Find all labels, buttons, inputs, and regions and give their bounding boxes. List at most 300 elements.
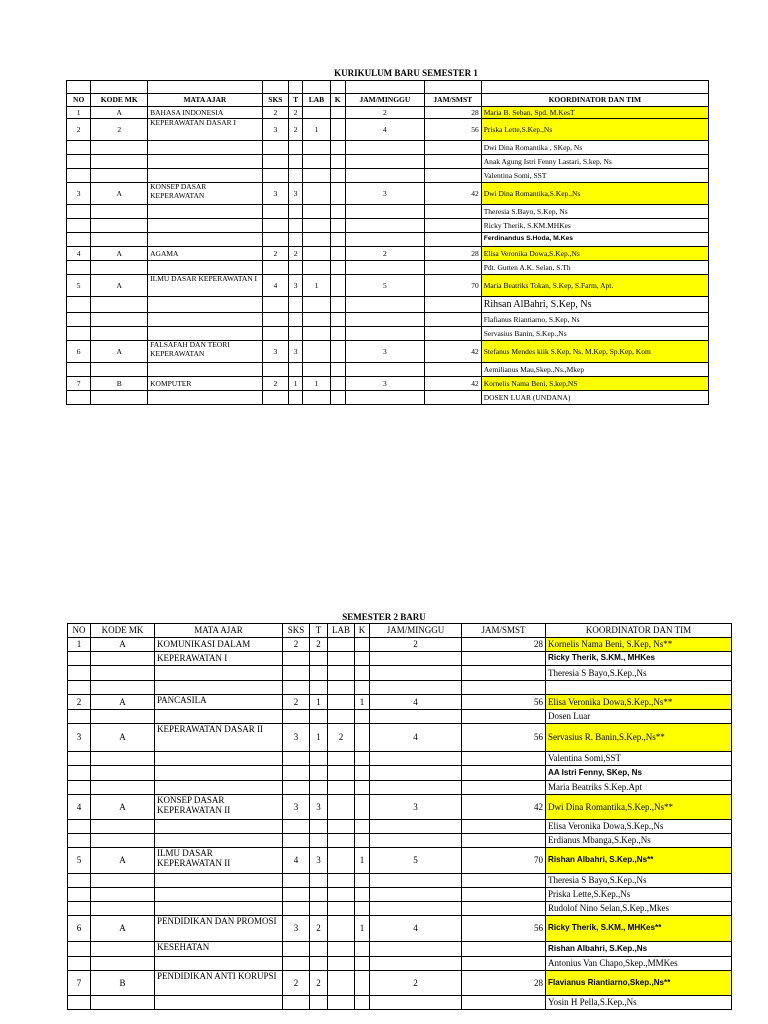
cell-mata [155, 710, 283, 724]
cell-sks [283, 666, 310, 681]
cell-js [462, 874, 546, 888]
cell-koor: Valentina Somi,SST [546, 752, 732, 766]
cell-sks [283, 957, 310, 971]
cell-kode [91, 261, 148, 275]
cell-kode [91, 155, 148, 169]
column-header: NO [67, 94, 91, 107]
cell-no [67, 219, 91, 233]
header-row [68, 624, 732, 638]
cell-mata [148, 363, 263, 377]
cell-koor: Priska Lette,S.Kep.,Ns [546, 888, 732, 902]
cell-k [330, 313, 345, 327]
cell-koor: Ricky Therik, S.KM., MHKes [546, 652, 732, 666]
table-row [67, 377, 709, 391]
cell-jm [370, 996, 462, 1010]
cell-no [68, 942, 91, 957]
cell-sks: 3 [283, 724, 310, 752]
column-header: KOORDINATOR DAN TIM [546, 624, 732, 638]
cell-t [310, 834, 328, 848]
column-header: KOORDINATOR DAN TIM [481, 94, 708, 107]
cell-t: 1 [310, 724, 328, 752]
cell-jm [370, 888, 462, 902]
cell-koor: Dwi Dina Romantika,S.Kep.,Ns [481, 183, 708, 205]
column-header: JAM/MINGGU [370, 624, 462, 638]
cell-sks: 4 [283, 848, 310, 874]
cell-sks: 3 [262, 119, 288, 141]
cell-kode: B [91, 377, 148, 391]
cell-kode [91, 327, 148, 341]
cell-mata [155, 820, 283, 834]
column-header: KODE MK [91, 624, 155, 638]
cell-t [310, 874, 328, 888]
cell-jm [345, 313, 424, 327]
cell-kode [91, 942, 155, 957]
cell-no: 4 [67, 247, 91, 261]
cell-k [355, 781, 370, 795]
cell-sks: 3 [283, 916, 310, 942]
cell-sks [262, 391, 288, 405]
cell-no [67, 327, 91, 341]
cell-jm [345, 169, 424, 183]
empty-cell [91, 81, 148, 94]
cell-koor: Servasius Banin, S.Kep.,Ns [481, 327, 708, 341]
cell-koor: Aemilianus Mau,Skep.,Ns.,Mkep [481, 363, 708, 377]
cell-jm [345, 233, 424, 247]
cell-lab [303, 247, 330, 261]
cell-k [355, 795, 370, 820]
table-row [67, 327, 709, 341]
cell-t [310, 888, 328, 902]
cell-js: 42 [424, 341, 481, 363]
cell-mata [148, 155, 263, 169]
column-header: LAB [328, 624, 355, 638]
cell-no: 1 [68, 638, 91, 652]
cell-jm [370, 681, 462, 695]
cell-k [355, 971, 370, 996]
cell-jm [345, 155, 424, 169]
cell-t [310, 957, 328, 971]
cell-sks: 2 [283, 695, 310, 710]
cell-sks: 2 [262, 107, 288, 119]
cell-k [355, 957, 370, 971]
cell-k [330, 247, 345, 261]
column-header: JAM/SMST [424, 94, 481, 107]
cell-t [310, 902, 328, 916]
cell-koor: Kornelis Nama Beni, S.Kep, Ns** [546, 638, 732, 652]
empty-cell [481, 81, 708, 94]
cell-koor: Theresia S.Bayo, S.Kep, Ns [481, 205, 708, 219]
cell-no: 5 [67, 275, 91, 297]
cell-kode [91, 888, 155, 902]
cell-lab [328, 766, 355, 781]
cell-kode [91, 169, 148, 183]
cell-kode: A [91, 638, 155, 652]
cell-kode: A [91, 848, 155, 874]
cell-koor: Antonius Van Chapo,Skep.,MMKes [546, 957, 732, 971]
cell-koor: Priska Lette,S.Kep.,Ns [481, 119, 708, 141]
cell-t [310, 820, 328, 834]
column-header: K [355, 624, 370, 638]
cell-lab: 1 [303, 119, 330, 141]
semester1-title: KURIKULUM BARU SEMESTER 1 [334, 68, 478, 78]
cell-sks: 3 [262, 183, 288, 205]
cell-jm [370, 820, 462, 834]
cell-no: 3 [68, 724, 91, 752]
cell-lab [303, 155, 330, 169]
cell-sks [283, 888, 310, 902]
cell-js [462, 666, 546, 681]
cell-koor: Ricky Therik, S.KM., MHKes** [546, 916, 732, 942]
table-row [68, 681, 732, 695]
cell-koor: Rihsan AlBahri, S.Kep, Ns [481, 297, 708, 313]
cell-mata [148, 297, 263, 313]
cell-js [424, 141, 481, 155]
cell-mata: ILMU DASAR KEPERAWATAN I [148, 275, 263, 297]
cell-mata [155, 666, 283, 681]
cell-sks [283, 652, 310, 666]
cell-mata [155, 752, 283, 766]
cell-koor: Dwi Dina Romantika,S.Kep.,Ns** [546, 795, 732, 820]
cell-mata [148, 205, 263, 219]
cell-k [330, 155, 345, 169]
cell-mata: KEPERAWATAN DASAR II [155, 724, 283, 752]
cell-kode [91, 766, 155, 781]
cell-jm [370, 834, 462, 848]
cell-jm [370, 942, 462, 957]
empty-cell [303, 81, 330, 94]
cell-js: 56 [462, 724, 546, 752]
cell-jm [370, 874, 462, 888]
cell-t [310, 681, 328, 695]
cell-no: 6 [67, 341, 91, 363]
cell-k [330, 327, 345, 341]
cell-lab [303, 341, 330, 363]
table-row [67, 119, 709, 141]
cell-kode [91, 205, 148, 219]
cell-mata: KEPERAWATAN I [155, 652, 283, 666]
table-row [68, 874, 732, 888]
cell-mata [148, 219, 263, 233]
cell-lab [303, 391, 330, 405]
cell-k [355, 888, 370, 902]
table-row [68, 996, 732, 1010]
cell-jm: 2 [345, 247, 424, 261]
cell-kode: A [91, 247, 148, 261]
column-header: JAM/SMST [462, 624, 546, 638]
cell-sks [262, 363, 288, 377]
cell-kode: A [91, 724, 155, 752]
cell-k [355, 874, 370, 888]
cell-koor: Rishan Albahri, S.Kep.,Ns** [546, 848, 732, 874]
cell-k [330, 141, 345, 155]
cell-t: 3 [310, 848, 328, 874]
cell-lab: 2 [328, 724, 355, 752]
cell-js [462, 681, 546, 695]
cell-lab [328, 971, 355, 996]
cell-lab [328, 834, 355, 848]
cell-jm [345, 391, 424, 405]
cell-sks [262, 297, 288, 313]
cell-mata [148, 391, 263, 405]
cell-k [355, 681, 370, 695]
cell-mata [148, 169, 263, 183]
table-row [67, 219, 709, 233]
cell-kode: A [91, 341, 148, 363]
cell-mata [155, 781, 283, 795]
cell-koor: Ricky Therik, S.KM.MHKes [481, 219, 708, 233]
cell-lab [328, 638, 355, 652]
table-row [68, 916, 732, 942]
cell-koor: Rudolof Nino Selan,S.Kep.,Mkes [546, 902, 732, 916]
semester1-table [66, 80, 709, 405]
cell-mata: FALSAFAH DAN TEORI KEPERAWATAN [148, 341, 263, 363]
cell-k [355, 820, 370, 834]
table-row [68, 957, 732, 971]
cell-lab [303, 205, 330, 219]
table-row [67, 391, 709, 405]
cell-jm: 3 [345, 183, 424, 205]
cell-mata [155, 888, 283, 902]
cell-sks [262, 141, 288, 155]
cell-no: 3 [67, 183, 91, 205]
cell-sks: 3 [262, 341, 288, 363]
cell-no [68, 957, 91, 971]
cell-jm [370, 902, 462, 916]
cell-k [330, 275, 345, 297]
cell-t [310, 996, 328, 1010]
cell-t: 2 [289, 119, 303, 141]
cell-no [67, 155, 91, 169]
cell-koor: Anak Agung Istri Fenny Lastari, S.kep, Ns [481, 155, 708, 169]
cell-mata: KOMUNIKASI DALAM [155, 638, 283, 652]
cell-mata: PENDIDIKAN ANTI KORUPSI [155, 971, 283, 996]
cell-kode [91, 233, 148, 247]
cell-koor [546, 681, 732, 695]
cell-no [68, 834, 91, 848]
cell-koor: Yosin H Pella,S.Kep.,Ns [546, 996, 732, 1010]
cell-jm: 2 [370, 638, 462, 652]
cell-kode [91, 391, 148, 405]
cell-sks [262, 327, 288, 341]
cell-sks [283, 834, 310, 848]
cell-k [355, 942, 370, 957]
cell-jm: 2 [370, 971, 462, 996]
cell-mata: KEPERAWATAN DASAR I [148, 119, 263, 141]
cell-sks: 2 [262, 377, 288, 391]
cell-k [330, 183, 345, 205]
cell-k [355, 902, 370, 916]
table-row [68, 710, 732, 724]
cell-t [310, 652, 328, 666]
cell-lab [303, 261, 330, 275]
cell-kode [91, 902, 155, 916]
cell-k: 1 [355, 695, 370, 710]
cell-koor: Maria Beatriks S.Kep.Apt [546, 781, 732, 795]
table-row [67, 169, 709, 183]
table-row [68, 752, 732, 766]
cell-k: 1 [355, 916, 370, 942]
cell-k [355, 996, 370, 1010]
cell-lab [303, 169, 330, 183]
column-header: MATA AJAR [155, 624, 283, 638]
cell-k [330, 297, 345, 313]
cell-mata: KOMPUTER [148, 377, 263, 391]
column-header: JAM/MINGGU [345, 94, 424, 107]
semester2-table [67, 623, 732, 1010]
cell-kode: 2 [91, 119, 148, 141]
cell-js [462, 781, 546, 795]
cell-koor: Erdianus Mbanga,S.Kep.,Ns [546, 834, 732, 848]
cell-js [462, 752, 546, 766]
cell-jm [370, 781, 462, 795]
cell-lab [328, 848, 355, 874]
cell-no: 5 [68, 848, 91, 874]
cell-jm [345, 327, 424, 341]
cell-js [424, 155, 481, 169]
cell-t [289, 205, 303, 219]
table-row [67, 141, 709, 155]
table-row [67, 313, 709, 327]
cell-lab [328, 957, 355, 971]
cell-mata [148, 233, 263, 247]
cell-k [330, 205, 345, 219]
cell-js [424, 297, 481, 313]
cell-no [67, 141, 91, 155]
table-row [68, 888, 732, 902]
cell-sks: 2 [283, 971, 310, 996]
cell-no [68, 652, 91, 666]
table-row [67, 297, 709, 313]
cell-t [289, 363, 303, 377]
cell-mata: KONSEP DASAR KEPERAWATAN II [155, 795, 283, 820]
semester2-title: SEMESTER 2 BARU [342, 612, 426, 622]
spacer-row [67, 81, 709, 94]
cell-lab [328, 916, 355, 942]
cell-kode [91, 363, 148, 377]
table-row [68, 834, 732, 848]
cell-k [330, 363, 345, 377]
table-row [68, 724, 732, 752]
cell-kode: A [91, 275, 148, 297]
cell-kode [91, 652, 155, 666]
cell-sks [283, 752, 310, 766]
cell-t: 2 [310, 638, 328, 652]
cell-k [355, 652, 370, 666]
cell-no: 1 [67, 107, 91, 119]
cell-js: 56 [424, 119, 481, 141]
cell-t [310, 752, 328, 766]
cell-t [310, 781, 328, 795]
cell-sks [283, 820, 310, 834]
cell-lab [328, 666, 355, 681]
cell-kode: A [91, 107, 148, 119]
cell-koor: Servasius R. Banin,S.Kep.,Ns** [546, 724, 732, 752]
cell-lab [328, 752, 355, 766]
cell-kode: A [91, 795, 155, 820]
cell-kode [91, 313, 148, 327]
table-row [68, 820, 732, 834]
table-row [68, 638, 732, 652]
cell-jm [345, 261, 424, 275]
cell-js: 70 [424, 275, 481, 297]
cell-js [462, 652, 546, 666]
cell-mata: AGAMA [148, 247, 263, 261]
cell-jm [370, 766, 462, 781]
cell-kode: A [91, 695, 155, 710]
column-header: KODE MK [91, 94, 148, 107]
cell-lab [328, 795, 355, 820]
cell-jm: 3 [370, 795, 462, 820]
cell-mata: BAHASA INDONESIA [148, 107, 263, 119]
cell-jm [345, 363, 424, 377]
cell-js [424, 313, 481, 327]
table-row [67, 155, 709, 169]
cell-kode [91, 874, 155, 888]
cell-sks [283, 874, 310, 888]
cell-js [424, 363, 481, 377]
cell-sks [262, 313, 288, 327]
cell-sks: 4 [262, 275, 288, 297]
cell-t [289, 261, 303, 275]
cell-lab [303, 141, 330, 155]
cell-mata: ILMU DASAR KEPERAWATAN II [155, 848, 283, 874]
cell-lab [328, 781, 355, 795]
cell-k [330, 119, 345, 141]
cell-js [424, 327, 481, 341]
cell-lab [328, 942, 355, 957]
cell-lab [328, 874, 355, 888]
cell-mata [155, 766, 283, 781]
column-header: T [310, 624, 328, 638]
cell-mata [148, 141, 263, 155]
cell-js [424, 391, 481, 405]
cell-lab [328, 652, 355, 666]
cell-jm [370, 957, 462, 971]
cell-t [289, 391, 303, 405]
cell-js: 28 [424, 247, 481, 261]
cell-kode [91, 781, 155, 795]
cell-sks [262, 261, 288, 275]
cell-no [67, 261, 91, 275]
cell-k: 1 [355, 848, 370, 874]
column-header: T [289, 94, 303, 107]
cell-k [355, 752, 370, 766]
empty-cell [330, 81, 345, 94]
cell-no [67, 205, 91, 219]
table-row [68, 795, 732, 820]
cell-mata: KONSEP DASAR KEPERAWATAN [148, 183, 263, 205]
cell-lab [328, 996, 355, 1010]
cell-koor: Kornelis Nama Beni, S.kep,NS [481, 377, 708, 391]
cell-koor: Theresia S Bayo,S.Kep.,Ns [546, 666, 732, 681]
cell-lab [303, 313, 330, 327]
cell-jm: 4 [370, 695, 462, 710]
cell-jm [345, 297, 424, 313]
cell-k [330, 261, 345, 275]
cell-t: 3 [289, 341, 303, 363]
cell-lab [303, 183, 330, 205]
cell-no: 7 [67, 377, 91, 391]
cell-k [355, 766, 370, 781]
cell-js: 28 [462, 638, 546, 652]
table-row [67, 183, 709, 205]
cell-jm [345, 219, 424, 233]
cell-js: 56 [462, 695, 546, 710]
cell-kode [91, 752, 155, 766]
cell-sks [262, 155, 288, 169]
cell-js [462, 834, 546, 848]
cell-js [424, 219, 481, 233]
